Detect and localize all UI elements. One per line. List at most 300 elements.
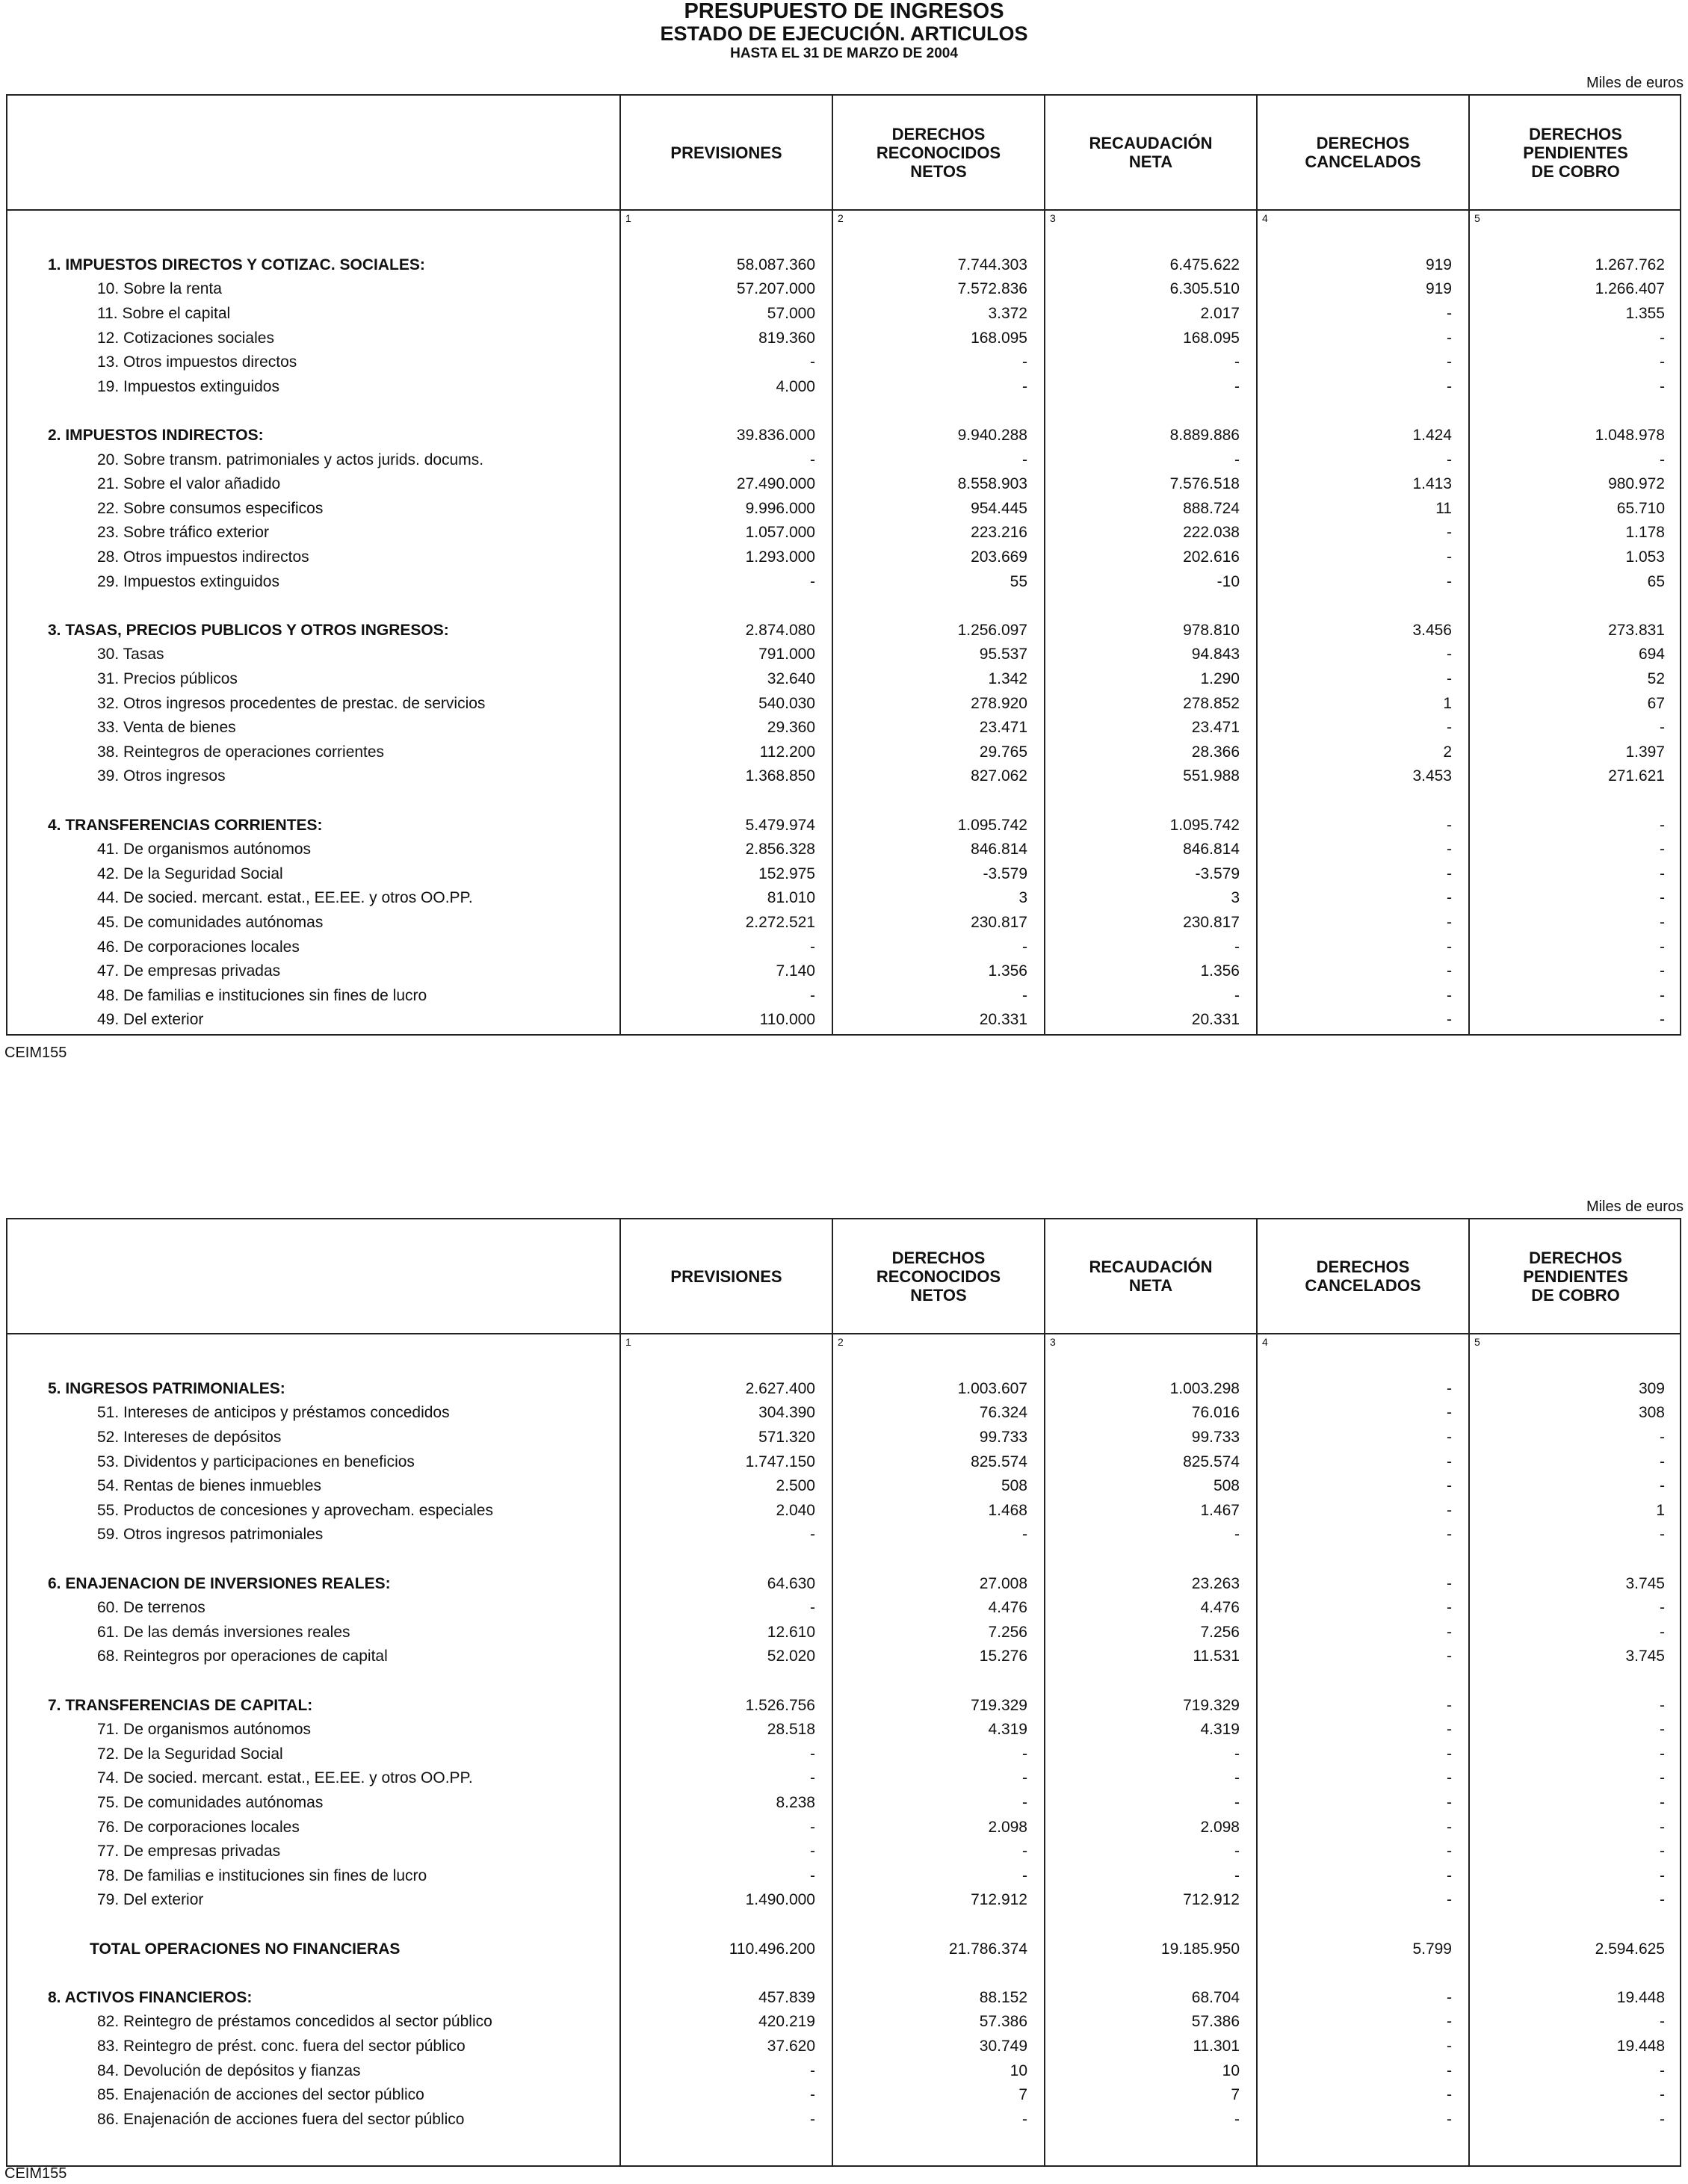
row-label: 71. De organismos autónomos <box>97 1721 311 1739</box>
row-label: 5. INGRESOS PATRIMONIALES: <box>48 1379 285 1397</box>
value-cell <box>620 1961 832 1986</box>
value-cell: 52.020 <box>620 1645 832 1669</box>
value-cell: - <box>1257 1815 1469 1840</box>
value-cell: - <box>1257 1474 1469 1499</box>
column-number: 2 <box>832 1334 1045 1352</box>
row-label: 82. Reintegro de préstamos concedidos al sector público <box>97 2013 492 2031</box>
value-cell: - <box>1257 1426 1469 1450</box>
table-row <box>7 935 1681 959</box>
value-cell: - <box>1257 302 1469 327</box>
value-cell: 7.256 <box>1045 1621 1257 1645</box>
column-header: DERECHOS PENDIENTES DE COBRO <box>1469 1219 1681 1334</box>
value-cell: - <box>1045 1766 1257 1791</box>
value-cell: - <box>832 1863 1045 1888</box>
value-cell: - <box>1045 983 1257 1008</box>
value-cell <box>1045 1913 1257 1937</box>
row-label: 3. TASAS, PRECIOS PUBLICOS Y OTROS INGRESOS: <box>48 621 449 639</box>
number-blank-cell <box>7 1334 620 1352</box>
column-number: 5 <box>1469 1334 1681 1352</box>
value-cell: 457.839 <box>620 1985 832 2010</box>
column-header: PREVISIONES <box>620 1219 832 1334</box>
table-row <box>7 911 1681 935</box>
row-label: 76. De corporaciones locales <box>97 1818 300 1836</box>
value-cell: - <box>1469 838 1681 862</box>
value-cell: - <box>1257 983 1469 1008</box>
value-cell: - <box>1469 1863 1681 1888</box>
value-cell: - <box>1469 1008 1681 1033</box>
value-cell: - <box>1045 350 1257 375</box>
report-title-block <box>0 0 1688 63</box>
row-label: 8. ACTIVOS FINANCIEROS: <box>48 1988 253 2006</box>
value-cell: 10 <box>1045 2058 1257 2083</box>
value-cell <box>832 1961 1045 1986</box>
value-cell: - <box>832 375 1045 400</box>
row-label: TOTAL OPERACIONES NO FINANCIERAS <box>90 1940 401 1958</box>
filler-row <box>7 2132 1681 2165</box>
value-cell: - <box>620 448 832 472</box>
value-cell <box>620 594 832 619</box>
value-cell: 3.745 <box>1469 1645 1681 1669</box>
number-blank-cell <box>7 210 620 229</box>
value-cell: - <box>832 1791 1045 1816</box>
value-cell: - <box>1469 1523 1681 1547</box>
table-row <box>7 1888 1681 1913</box>
value-cell: - <box>1469 2010 1681 2035</box>
table-row <box>7 2107 1681 2132</box>
value-cell: 12.610 <box>620 1621 832 1645</box>
value-cell: 55 <box>832 569 1045 594</box>
value-cell: 64.630 <box>620 1571 832 1596</box>
value-cell: - <box>1469 2083 1681 2108</box>
value-cell: - <box>832 2107 1045 2132</box>
value-cell: - <box>832 1766 1045 1791</box>
value-cell: - <box>1045 1791 1257 1816</box>
value-cell <box>1045 399 1257 424</box>
row-label: 33. Venta de bienes <box>97 719 236 737</box>
row-label: 60. De terrenos <box>97 1599 205 1617</box>
value-cell <box>1469 399 1681 424</box>
column-header-row <box>7 1219 1681 1334</box>
value-cell: 2.856.328 <box>620 838 832 862</box>
value-cell: 719.329 <box>832 1693 1045 1718</box>
spacer-row <box>7 1547 1681 1572</box>
value-cell: 9.940.288 <box>832 424 1045 448</box>
value-cell: - <box>1257 326 1469 350</box>
value-cell: - <box>620 1815 832 1840</box>
value-cell: 223.216 <box>832 521 1045 545</box>
spacer-row <box>7 789 1681 814</box>
value-cell: - <box>1469 1426 1681 1450</box>
table-row <box>7 326 1681 350</box>
row-label: 85. Enajenación de acciones del sector público <box>97 2086 424 2104</box>
value-cell: - <box>620 935 832 959</box>
value-cell: - <box>1257 1693 1469 1718</box>
table-row <box>7 1718 1681 1742</box>
value-cell: - <box>1257 1499 1469 1523</box>
value-cell: 230.817 <box>832 911 1045 935</box>
value-cell: 1.368.850 <box>620 764 832 789</box>
value-cell: 1.424 <box>1257 424 1469 448</box>
value-cell: 3.372 <box>832 302 1045 327</box>
table-row <box>7 643 1681 667</box>
row-label: 84. Devolución de depósitos y fianzas <box>97 2061 361 2079</box>
value-cell: - <box>1257 667 1469 692</box>
value-cell: 978.810 <box>1045 619 1257 643</box>
report-title: PRESUPUESTO DE INGRESOS <box>684 0 1004 23</box>
table-row <box>7 1571 1681 1596</box>
value-cell <box>1257 399 1469 424</box>
value-cell: 4.319 <box>1045 1718 1257 1742</box>
value-cell: - <box>1469 935 1681 959</box>
value-cell: - <box>620 1596 832 1621</box>
table-row <box>7 838 1681 862</box>
value-cell: - <box>1045 1523 1257 1547</box>
value-cell: - <box>620 569 832 594</box>
value-cell: - <box>1469 1815 1681 1840</box>
row-label: 19. Impuestos extinguidos <box>97 377 279 395</box>
value-cell: 29.360 <box>620 716 832 740</box>
value-cell: 1.178 <box>1469 521 1681 545</box>
value-cell <box>1045 789 1257 814</box>
value-cell: 4.319 <box>832 1718 1045 1742</box>
value-cell: 29.765 <box>832 740 1045 764</box>
value-cell: 27.008 <box>832 1571 1045 1596</box>
row-label: 31. Precios públicos <box>97 669 238 687</box>
value-cell: 203.669 <box>832 545 1045 570</box>
value-cell: - <box>1257 375 1469 400</box>
table-row <box>7 764 1681 789</box>
table-row <box>7 277 1681 302</box>
table-row <box>7 1985 1681 2010</box>
value-cell: - <box>620 1523 832 1547</box>
value-cell: 308 <box>1469 1401 1681 1426</box>
value-cell <box>832 1669 1045 1694</box>
value-cell: 273.831 <box>1469 619 1681 643</box>
value-cell: 99.733 <box>832 1426 1045 1450</box>
value-cell: - <box>1469 813 1681 838</box>
value-cell: - <box>1469 1450 1681 1474</box>
value-cell: - <box>1257 1523 1469 1547</box>
value-cell: 1.095.742 <box>1045 813 1257 838</box>
table-row <box>7 667 1681 692</box>
value-cell: - <box>620 2058 832 2083</box>
value-cell <box>620 1547 832 1572</box>
report-date: HASTA EL 31 DE MARZO DE 2004 <box>730 46 958 61</box>
value-cell: -3.579 <box>832 861 1045 886</box>
value-cell: 76.016 <box>1045 1401 1257 1426</box>
value-cell <box>832 1913 1045 1937</box>
table-row <box>7 1791 1681 1816</box>
value-cell: - <box>1045 1840 1257 1864</box>
value-cell: 980.972 <box>1469 472 1681 497</box>
column-header: PREVISIONES <box>620 96 832 210</box>
row-label: 72. De la Seguridad Social <box>97 1745 283 1763</box>
value-cell: - <box>620 350 832 375</box>
value-cell: - <box>1045 1742 1257 1767</box>
value-cell: 23.471 <box>1045 716 1257 740</box>
column-header: RECAUDACIÓN NETA <box>1045 1219 1257 1334</box>
value-cell: 5.479.974 <box>620 813 832 838</box>
table-row <box>7 1450 1681 1474</box>
table-row <box>7 813 1681 838</box>
table-row <box>7 2058 1681 2083</box>
table-row <box>7 1596 1681 1621</box>
column-number: 4 <box>1257 1334 1469 1352</box>
table-row <box>7 1937 1681 1961</box>
table-row <box>7 1008 1681 1033</box>
table-row <box>7 350 1681 375</box>
value-cell: 110.000 <box>620 1008 832 1033</box>
value-cell: 712.912 <box>832 1888 1045 1913</box>
value-cell: 551.988 <box>1045 764 1257 789</box>
value-cell: 2.594.625 <box>1469 1937 1681 1961</box>
row-label: 10. Sobre la renta <box>97 280 222 298</box>
value-cell: 309 <box>1469 1377 1681 1402</box>
value-cell: - <box>1257 1645 1469 1669</box>
value-cell: - <box>1469 1718 1681 1742</box>
value-cell: 202.616 <box>1045 545 1257 570</box>
value-cell: 15.276 <box>832 1645 1045 1669</box>
row-label: 68. Reintegros por operaciones de capital <box>97 1648 388 1665</box>
value-cell: 6.305.510 <box>1045 277 1257 302</box>
value-cell: 571.320 <box>620 1426 832 1450</box>
row-label: 61. De las demás inversiones reales <box>97 1623 350 1641</box>
spacer-row <box>7 1913 1681 1937</box>
value-cell: 4.476 <box>1045 1596 1257 1621</box>
value-cell: - <box>1469 1888 1681 1913</box>
value-cell: - <box>1045 1863 1257 1888</box>
value-cell <box>1045 1961 1257 1986</box>
value-cell: 508 <box>832 1474 1045 1499</box>
column-header: RECAUDACIÓN NETA <box>1045 96 1257 210</box>
value-cell <box>1469 594 1681 619</box>
table-row <box>7 1742 1681 1767</box>
value-cell: - <box>1257 813 1469 838</box>
value-cell: - <box>1469 375 1681 400</box>
value-cell: 791.000 <box>620 643 832 667</box>
row-label: 11. Sobre el capital <box>97 305 231 323</box>
row-label: 13. Otros impuestos directos <box>97 353 297 371</box>
value-cell: 1.342 <box>832 667 1045 692</box>
value-cell: - <box>1257 838 1469 862</box>
row-label: 74. De socied. mercant. estat., EE.EE. y otros OO.PP. <box>97 1769 473 1787</box>
value-cell: - <box>1257 350 1469 375</box>
table-row <box>7 545 1681 570</box>
row-label: 48. De familias e instituciones sin fines de lucro <box>97 986 427 1004</box>
value-cell <box>1045 594 1257 619</box>
value-cell: - <box>1257 1450 1469 1474</box>
value-cell: - <box>1469 911 1681 935</box>
row-label: 39. Otros ingresos <box>97 767 226 785</box>
value-cell: - <box>1469 886 1681 911</box>
column-number: 5 <box>1469 210 1681 229</box>
value-cell: 846.814 <box>832 838 1045 862</box>
value-cell: - <box>1469 1693 1681 1718</box>
table-row <box>7 716 1681 740</box>
value-cell: 278.920 <box>832 691 1045 716</box>
value-cell: 1.397 <box>1469 740 1681 764</box>
value-cell: 39.836.000 <box>620 424 832 448</box>
value-cell: - <box>1257 2058 1469 2083</box>
column-number: 1 <box>620 1334 832 1352</box>
row-label: 44. De socied. mercant. estat., EE.EE. y otros OO.PP. <box>97 889 473 907</box>
value-cell: - <box>620 1863 832 1888</box>
value-cell: - <box>832 1523 1045 1547</box>
table-row <box>7 2010 1681 2035</box>
table-row <box>7 1499 1681 1523</box>
value-cell: - <box>1257 545 1469 570</box>
value-cell: -10 <box>1045 569 1257 594</box>
value-cell <box>1257 1913 1469 1937</box>
value-cell: 919 <box>1257 253 1469 278</box>
row-label <box>7 1547 620 1572</box>
value-cell <box>1257 1669 1469 1694</box>
table-row <box>7 1401 1681 1426</box>
value-cell: 7 <box>1045 2083 1257 2108</box>
value-cell <box>620 1669 832 1694</box>
value-cell: - <box>1469 983 1681 1008</box>
value-cell: 278.852 <box>1045 691 1257 716</box>
value-cell: - <box>1257 861 1469 886</box>
value-cell <box>1257 789 1469 814</box>
row-label: 53. Dividentos y participaciones en beneficios <box>97 1453 415 1470</box>
value-cell: - <box>832 1742 1045 1767</box>
value-cell: - <box>1257 1401 1469 1426</box>
value-cell <box>620 789 832 814</box>
value-cell: - <box>1045 448 1257 472</box>
value-cell: - <box>832 448 1045 472</box>
spacer-row <box>7 1961 1681 1986</box>
value-cell: 1.053 <box>1469 545 1681 570</box>
value-cell: 81.010 <box>620 886 832 911</box>
row-label: 42. De la Seguridad Social <box>97 864 283 882</box>
value-cell <box>1045 1547 1257 1572</box>
row-label: 52. Intereses de depósitos <box>97 1429 282 1447</box>
value-cell: 2.500 <box>620 1474 832 1499</box>
value-cell: - <box>1469 861 1681 886</box>
value-cell: 1.356 <box>832 959 1045 984</box>
footer-code: CEIM155 <box>4 2165 67 2182</box>
value-cell: 58.087.360 <box>620 253 832 278</box>
table-row <box>7 1621 1681 1645</box>
value-cell: - <box>832 935 1045 959</box>
value-cell: - <box>620 1742 832 1767</box>
value-cell: 230.817 <box>1045 911 1257 935</box>
value-cell: - <box>1257 521 1469 545</box>
value-cell: 94.843 <box>1045 643 1257 667</box>
spacer-row <box>7 1352 1681 1377</box>
value-cell <box>1469 1547 1681 1572</box>
value-cell: 168.095 <box>832 326 1045 350</box>
row-label <box>7 1961 620 1986</box>
table-row <box>7 1426 1681 1450</box>
value-cell: 2 <box>1257 740 1469 764</box>
value-cell: - <box>1257 1791 1469 1816</box>
value-cell: 19.185.950 <box>1045 1937 1257 1961</box>
row-label: 75. De comunidades autónomas <box>97 1793 324 1811</box>
value-cell <box>1257 1961 1469 1986</box>
value-cell: 420.219 <box>620 2010 832 2035</box>
value-cell: 57.000 <box>620 302 832 327</box>
row-label: 7. TRANSFERENCIAS DE CAPITAL: <box>48 1696 313 1714</box>
value-cell: 8.889.886 <box>1045 424 1257 448</box>
value-cell <box>832 1547 1045 1572</box>
value-cell: - <box>1045 375 1257 400</box>
value-cell: 888.724 <box>1045 497 1257 522</box>
column-header: DERECHOS CANCELADOS <box>1257 1219 1469 1334</box>
value-cell: - <box>1045 2107 1257 2132</box>
value-cell: 2.627.400 <box>620 1377 832 1402</box>
row-label: 1. IMPUESTOS DIRECTOS Y COTIZAC. SOCIALES: <box>48 256 425 273</box>
row-label: 6. ENAJENACION DE INVERSIONES REALES: <box>48 1574 391 1592</box>
value-cell: - <box>1257 448 1469 472</box>
row-label: 30. Tasas <box>97 646 164 663</box>
value-cell: 3.745 <box>1469 1571 1681 1596</box>
table-row <box>7 740 1681 764</box>
value-cell: 3.456 <box>1257 619 1469 643</box>
value-cell: - <box>1257 1621 1469 1645</box>
row-label: 78. De familias e instituciones sin fines de lucro <box>97 1866 427 1884</box>
value-cell <box>1469 1913 1681 1937</box>
table-row <box>7 472 1681 497</box>
value-cell: - <box>1469 1791 1681 1816</box>
row-label: 79. Del exterior <box>97 1891 204 1909</box>
value-cell: 1.057.000 <box>620 521 832 545</box>
value-cell: 20.331 <box>1045 1008 1257 1033</box>
value-cell: 1.003.607 <box>832 1377 1045 1402</box>
value-cell: - <box>620 983 832 1008</box>
value-cell: - <box>1257 569 1469 594</box>
value-cell <box>832 399 1045 424</box>
value-cell <box>1469 789 1681 814</box>
row-label: 28. Otros impuestos indirectos <box>97 548 309 566</box>
value-cell: 65.710 <box>1469 497 1681 522</box>
table-row <box>7 1523 1681 1547</box>
value-cell <box>1257 1547 1469 1572</box>
column-header-row <box>7 96 1681 210</box>
table-row <box>7 959 1681 984</box>
value-cell: 540.030 <box>620 691 832 716</box>
value-cell: 1.256.097 <box>832 619 1045 643</box>
filler-row <box>7 1033 1681 1034</box>
value-cell: 9.996.000 <box>620 497 832 522</box>
value-cell: 67 <box>1469 691 1681 716</box>
table-row <box>7 1840 1681 1864</box>
table-row <box>7 2083 1681 2108</box>
table-row <box>7 1863 1681 1888</box>
value-cell: 1.095.742 <box>832 813 1045 838</box>
value-cell <box>1257 594 1469 619</box>
value-cell: 168.095 <box>1045 326 1257 350</box>
value-cell: 21.786.374 <box>832 1937 1045 1961</box>
column-number-row <box>7 1334 1681 1352</box>
value-cell: 32.640 <box>620 667 832 692</box>
column-header: DERECHOS RECONOCIDOS NETOS <box>832 1219 1045 1334</box>
value-cell: - <box>1469 959 1681 984</box>
value-cell <box>1469 1669 1681 1694</box>
value-cell: - <box>1469 1840 1681 1864</box>
units-label: Miles de euros <box>1586 1198 1684 1215</box>
value-cell: 3 <box>1045 886 1257 911</box>
value-cell: - <box>832 983 1045 1008</box>
row-label: 4. TRANSFERENCIAS CORRIENTES: <box>48 816 323 834</box>
row-label: 55. Productos de concesiones y aprovecham. especiales <box>97 1501 493 1519</box>
value-cell: 2.017 <box>1045 302 1257 327</box>
value-cell: - <box>1469 350 1681 375</box>
value-cell: 112.200 <box>620 740 832 764</box>
value-cell: - <box>1257 1766 1469 1791</box>
value-cell: 719.329 <box>1045 1693 1257 1718</box>
